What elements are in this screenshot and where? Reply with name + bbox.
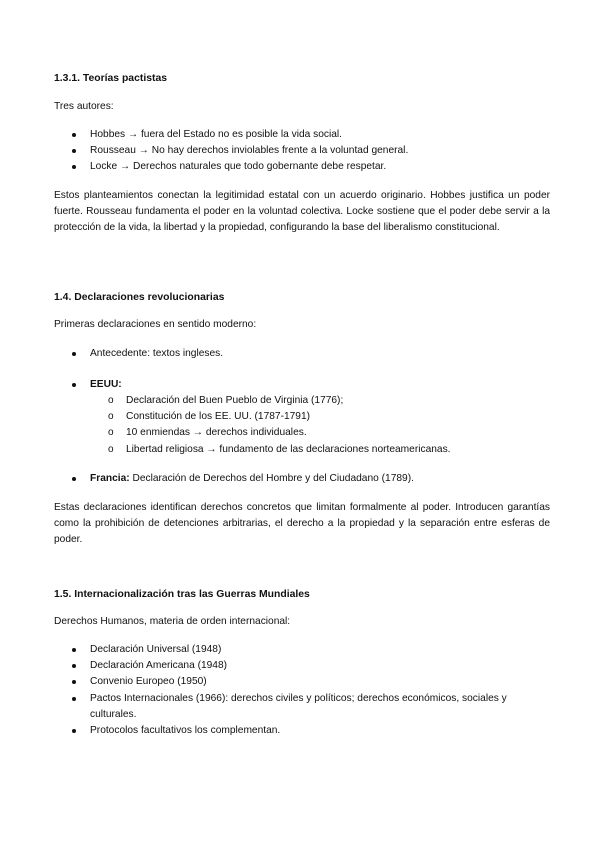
- list-item-europeo: Convenio Europeo (1950): [54, 674, 550, 690]
- list-item-hobbes: Hobbes → fuera del Estado no es posible la vida social.: [54, 127, 550, 143]
- section-heading-1-3-1: 1.3.1. Teorías pactistas: [54, 73, 168, 84]
- section-intro-1-5: Derechos Humanos, materia de orden internacional:: [54, 616, 291, 627]
- list-item-pactos: Pactos Internacionales (1966): derechos civiles y políticos; derechos económicos, sociales y culturales.: [54, 691, 550, 723]
- francia-list: [54, 471, 550, 487]
- sublist-item-libertad-religiosa: o Libertad religiosa → fundamento de las declaraciones norteamericanas.: [54, 442, 550, 458]
- list-item-universal: Declaración Universal (1948): [54, 642, 550, 658]
- eeuu-sublist: [54, 393, 550, 458]
- list-item-protocolos: Protocolos facultativos los complementan.: [54, 723, 550, 739]
- antecedente-list: [54, 346, 550, 362]
- list-item-rousseau: Rousseau → No hay derechos inviolables frente a la voluntad general.: [54, 143, 550, 159]
- list-item-locke: Locke → Derechos naturales que todo gobernante debe respetar.: [54, 159, 550, 175]
- list-item-antecedente: Antecedente: textos ingleses.: [54, 346, 550, 362]
- section-intro-1-4: Primeras declaraciones en sentido moderno:: [54, 319, 257, 330]
- sublist-item-virginia: o Declaración del Buen Pueblo de Virginia (1776);: [54, 393, 550, 409]
- sublist-item-constitucion: o Constitución de los EE. UU. (1787-1791): [54, 409, 550, 425]
- paragraph-1-4: Estas declaraciones identifican derechos concretos que limitan formalmente al poder. Introducen garantías como la prohibición de detenciones arbitrarias, el derecho a la propiedad y la separación entre esferas de poder.: [54, 502, 550, 545]
- section-heading-1-5: 1.5. Internacionalización tras las Guerras Mundiales: [54, 589, 310, 600]
- list-item-francia: [54, 471, 550, 487]
- authors-list: [54, 127, 550, 176]
- francia-label: Francia:: [90, 473, 130, 484]
- international-list: [54, 642, 550, 739]
- section-heading-1-4: 1.4. Declaraciones revolucionarias: [54, 292, 225, 303]
- francia-text: Declaración de Derechos del Hombre y del Ciudadano (1789).: [129, 473, 414, 484]
- sublist-item-enmiendas: o 10 enmiendas → derechos individuales.: [54, 425, 550, 441]
- list-item-americana: Declaración Americana (1948): [54, 658, 550, 674]
- paragraph-1-3-1: Estos planteamientos conectan la legitimidad estatal con un acuerdo originario. Hobbes justifica un poder fuerte. Rousseau fundamenta el poder en la voluntad colectiva. Locke sostiene que el poder debe servir a la protección de la vida, la libertad y la propiedad, configurando la base del liberalismo constitucional.: [54, 190, 550, 233]
- section-intro-1-3-1: Tres autores:: [54, 101, 114, 112]
- list-item-eeuu-label: EEUU:: [54, 377, 550, 393]
- eeuu-list: [54, 377, 550, 393]
